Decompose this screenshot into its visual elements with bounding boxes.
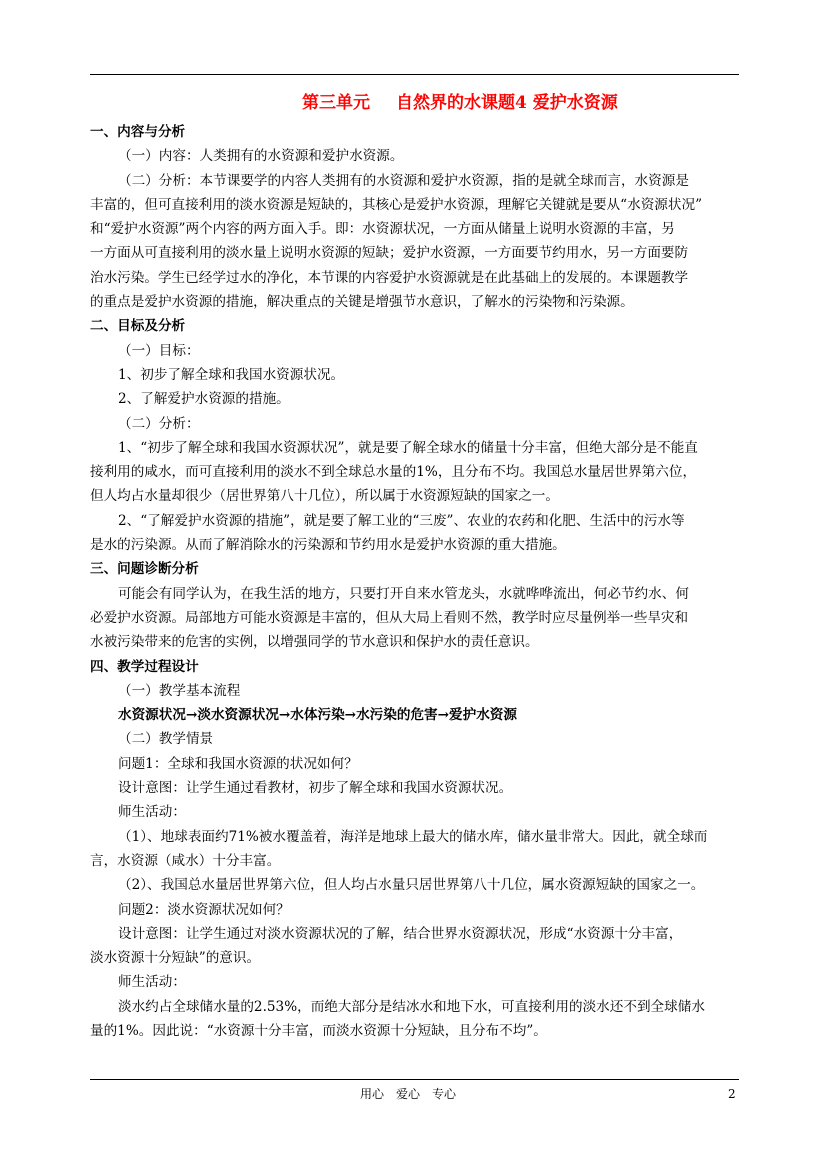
text-line: 但人均占水量却很少（居世界第八十几位），所以属于水资源短缺的国家之一。 [90, 488, 559, 505]
text-line: 的重点是爱护水资源的措施，解决重点的关键是增强节水意识，了解水的污染物和污染源。 [90, 294, 634, 311]
document-body [90, 88, 739, 1043]
text-line: 言，水资源（咸水）十分丰富。 [90, 852, 281, 869]
title-lesson: 自然界的水课题4 爱护水资源 [396, 93, 618, 113]
text-line: （一）教学基本流程 [118, 682, 241, 699]
motto-word: 用心 [360, 1087, 385, 1101]
paragraph-lines [90, 120, 739, 1043]
header-rule [90, 74, 739, 75]
footer-rule [90, 1079, 739, 1080]
text-line: 丰富的，但可直接利用的淡水资源是短缺的，其核心是爱护水资源，理解它关键就是要从“水资源状况” [90, 196, 703, 213]
section-heading: 二、目标及分析 [90, 318, 186, 335]
text-line: 淡水约占全球储水量的2.53%，而绝大部分是结冰水和地下水，可直接利用的淡水还不到全球储水 [118, 998, 705, 1015]
text-line: 必爱护水资源。局部地方可能水资源是丰富的，但从大局上看则不然，教学时应尽量例举一些旱灾和 [90, 609, 689, 626]
text-line: 问题2：淡水资源状况如何？ [118, 901, 290, 918]
text-line: 1、初步了解全球和我国水资源状况。 [118, 366, 345, 383]
text-line: 2、“了解爱护水资源的措施”，就是要了解工业的“三废”、农业的农药和化肥、生活中的污水等 [118, 512, 685, 529]
text-line: 量的1%。因此说：“水资源十分丰富，而淡水资源十分短缺，且分布不均”。 [90, 1022, 547, 1039]
section-heading: 四、教学过程设计 [90, 658, 199, 675]
text-line: 问题1：全球和我国水资源的状况如何？ [118, 755, 358, 772]
text-line: 设计意图：让学生通过看教材，初步了解全球和我国水资源状况。 [118, 780, 513, 797]
text-line: （二）分析： [118, 415, 200, 432]
text-line: （2）、我国总水量居世界第六位，但人均占水量只居世界第八十几位，属水资源短缺的国家之一。 [118, 877, 705, 894]
title-unit: 第三单元 [302, 93, 370, 113]
document-title [90, 88, 739, 118]
text-line: 一方面从可直接利用的淡水量上说明水资源的短缺；爱护水资源，一方面要节约用水，另一方面要防 [90, 245, 689, 262]
text-line: 治水污染。学生已经学过水的净化，本节课的内容爱护水资源就是在此基础上的发展的。本课题教学 [90, 269, 689, 286]
text-line: （一）目标： [118, 342, 200, 359]
text-line: 淡水资源十分短缺”的意识。 [90, 950, 261, 967]
text-line: （二）教学情景 [118, 731, 214, 748]
motto-word: 专心 [432, 1087, 457, 1101]
text-line: 师生活动： [118, 974, 186, 991]
section-heading: 三、问题诊断分析 [90, 561, 199, 578]
text-line: 和“爱护水资源”两个内容的两方面入手。即：水资源状况，一方面从储量上说明水资源的丰富，另 [90, 221, 675, 238]
text-line: 师生活动： [118, 804, 186, 821]
footer-motto [360, 1086, 468, 1102]
text-line: 接利用的咸水，而可直接利用的淡水不到全球总水量的1%，且分布不均。我国总水量居世界第六位， [90, 464, 697, 481]
text-line: （1）、地球表面约71%被水覆盖着，海洋是地球上最大的储水库，储水量非常大。因此，就全球而 [118, 828, 708, 845]
page-number: 2 [728, 1087, 736, 1101]
section-heading: 一、内容与分析 [90, 124, 186, 140]
text-line: 设计意图：让学生通过对淡水资源状况的了解，结合世界水资源状况，形成“水资源十分丰富， [118, 925, 683, 942]
motto-word: 爱心 [396, 1087, 421, 1101]
text-line: 1、“初步了解全球和我国水资源状况”，就是要了解全球水的储量十分丰富，但绝大部分是不能直 [118, 439, 698, 456]
text-line: （一）内容：人类拥有的水资源和爱护水资源。 [118, 148, 404, 165]
text-line: 水被污染带来的危害的实例，以增强同学的节水意识和保护水的责任意识。 [90, 634, 539, 651]
text-line: （二）分析：本节课要学的内容人类拥有的水资源和爱护水资源，指的是就全球而言，水资源是 [118, 172, 689, 189]
text-line: 是水的污染源。从而了解消除水的污染源和节约用水是爱护水资源的重大措施。 [90, 537, 566, 554]
text-line: 水资源状况→淡水资源状况→水体污染→水污染的危害→爱护水资源 [118, 707, 517, 724]
text-line: 2、了解爱护水资源的措施。 [118, 391, 290, 408]
text-line: 可能会有同学认为，在我生活的地方，只要打开自来水管龙头，水就哗哗流出，何必节约水、何 [118, 585, 689, 602]
